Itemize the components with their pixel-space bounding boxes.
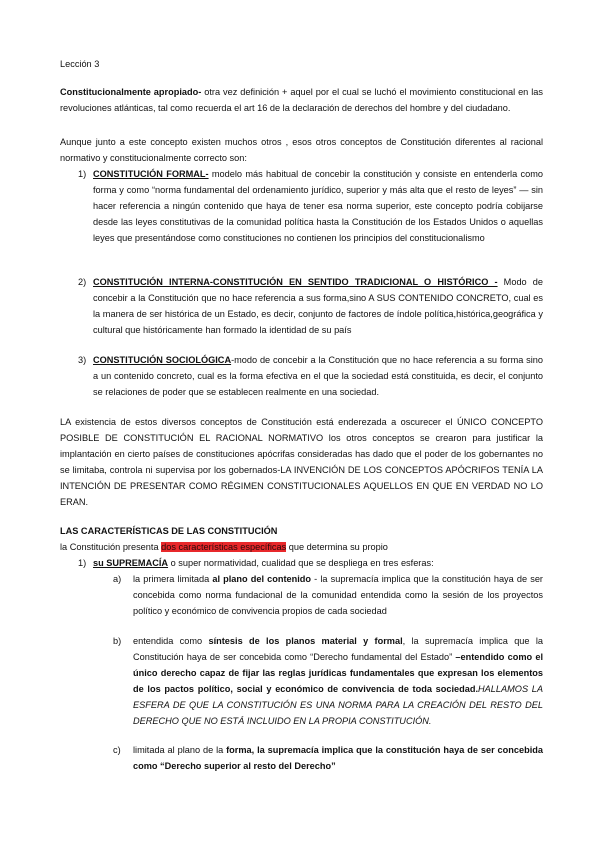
subitem-c-letter: c) <box>113 745 121 755</box>
concept-1-paragraph <box>93 166 543 246</box>
subitem-c-bold2: , la supremacía implica que la constitución haya de ser concebida como “Derecho superior al resto del Derecho” <box>133 745 543 771</box>
characteristics-line-post: que determina su propio <box>286 542 388 552</box>
subitem-b-letter: b) <box>113 636 122 646</box>
subitem-a-pre: la primera limitada <box>133 574 213 584</box>
subitem-a-paragraph <box>133 571 543 619</box>
supremacy-heading: su SUPREMACÍA <box>93 558 169 568</box>
subitem-c-pre: limitada al plano de la <box>133 745 227 755</box>
subitem-c-bold1: forma <box>226 745 252 755</box>
concept-3-paragraph <box>93 352 543 400</box>
intro-lead: Constitucionalmente apropiado- <box>60 87 202 97</box>
highlighted-text: dos características específicas <box>161 542 287 552</box>
concept-3-text: -modo de concebir a la Constitución que no hace referencia a su forma sino a un contenido concreto, cual es la forma efectiva en el que la sociedad está constituida, es decir, el conjunto se relaciones de poder que se establecen realmente en una sociedad. <box>93 355 543 397</box>
intro-line2: Aunque junto a este concepto existen muchos otros , esos otros conceptos de Constitución diferentes al racional normativo y constitucionalmente correcto son: <box>60 137 543 163</box>
subitem-b-pre: entendida como <box>133 636 209 646</box>
concept-1-text: modelo más habitual de concebir la constitución y consiste en entenderla como forma y como “norma fundamental del ordenamiento jurídico, superior y más alta que el resto de leyes” — sin hacer referencia a ningún contenido que haya de tener esa norma superior, este concepto podría cobijarse desde las leyes constitutivas de la comunidad política hasta la Constitución de los Estados Unidos o aquellas leyes que presentándose como constituciones no contienen los principios del constitucionalismo <box>93 169 543 243</box>
concept-3-heading: CONSTITUCIÓN SOCIOLÓGICA <box>93 355 232 365</box>
subitem-a-bold: al plano del contenido <box>212 574 312 584</box>
subitem-b-bold2: –entendido como el único derecho capaz de fijar las reglas jurídicas fundamentales que expresan los elementos de los pactos político, social y económico de convivencia de toda sociedad. <box>133 652 543 694</box>
concept-1-heading: CONSTITUCIÓN FORMAL- <box>93 169 209 179</box>
subitem-b-paragraph <box>133 633 543 729</box>
supremacy-number: 1) <box>78 558 87 568</box>
characteristics-line-pre: la Constitución presenta <box>60 542 162 552</box>
concept-2-heading: CONSTITUCIÓN INTERNA-CONSTITUCIÓN EN SENTIDO TRADICIONAL O HISTÓRICO - <box>93 277 498 287</box>
supremacy-text: o super normatividad, cualidad que se despliega en tres esferas: <box>168 558 434 568</box>
concept-2-number: 2) <box>78 277 87 287</box>
supremacy-line <box>93 555 543 571</box>
intro-paragraph <box>60 84 543 116</box>
subitem-a-letter: a) <box>113 574 122 584</box>
lesson-title: Lección 3 <box>60 59 100 69</box>
concept-3-number: 3) <box>78 355 87 365</box>
subitem-c-paragraph <box>133 742 543 774</box>
subitem-a-post: - la supremacía implica que la constitución haya de ser concebida como norma fundacional de la comunidad entendida como la sesión de los proyectos político y económico de convivencia propios de cada sociedad <box>133 574 543 616</box>
concept-1-number: 1) <box>78 169 87 179</box>
subitem-b-mid: , la supremacía implica que la Constitución haya de ser concebida como “Derecho fundamental del Estado” <box>133 636 543 662</box>
characteristics-heading: LAS CARACTERÍSTICAS DE LAS CONSTITUCIÓN <box>60 526 278 536</box>
subitem-b-bold1: síntesis de los planos material y formal <box>208 636 403 646</box>
concept-2-paragraph <box>93 274 543 338</box>
summary-paragraph: LA existencia de estos diversos conceptos de Constitución está enderezada a oscurecer el ÚNICO CONCEPTO POSIBLE DE CONSTITUCIÓN EL RACIONAL NORMATIVO los otros conceptos se crearon para justificar la implantación en cierto países de constituciones apócrifas consideradas has dado que el poder de los gobernantes no se limitaba, controla ni supervisa por los gobernados-LA INVENCIÓN DE LOS CONCEPTOS APÓCRIFOS TENÍA LA INTENCIÓN DE PRESENTAR COMO RÉGIMEN CONSTITUCIONALES AQUELLOS EN QUE EN VERDAD NO LO ERAN. <box>60 417 543 507</box>
characteristics-line <box>60 539 543 555</box>
subitem-b-italic: HALLAMOS LA ESFERA DE QUE LA CONSTITUCIÓN ES UNA NORMA PARA LA CREACIÓN DEL RESTO DEL DERECHO QUE NO ESTÁ INCLUIDO EN LA PROPIA CONSTITUCIÓN. <box>133 684 544 726</box>
concept-2-text: Modo de concebir a la Constitución que no hace referencia a sus forma,sino A SUS CONTENIDO CONCRETO, cual es la manera de ser histórica de un Estado, es decir, conjunto de factores de índole política,histórica,geográfica y cultural que históricamente han formado la identidad de su país <box>93 277 544 335</box>
intro-rest: otra vez definición + aquel por el cual se luchó el movimiento constitucional en las revoluciones atlánticas, tal como recuerda el art 16 de la declaración de derechos del hombre y del ciudadano. <box>60 87 543 113</box>
